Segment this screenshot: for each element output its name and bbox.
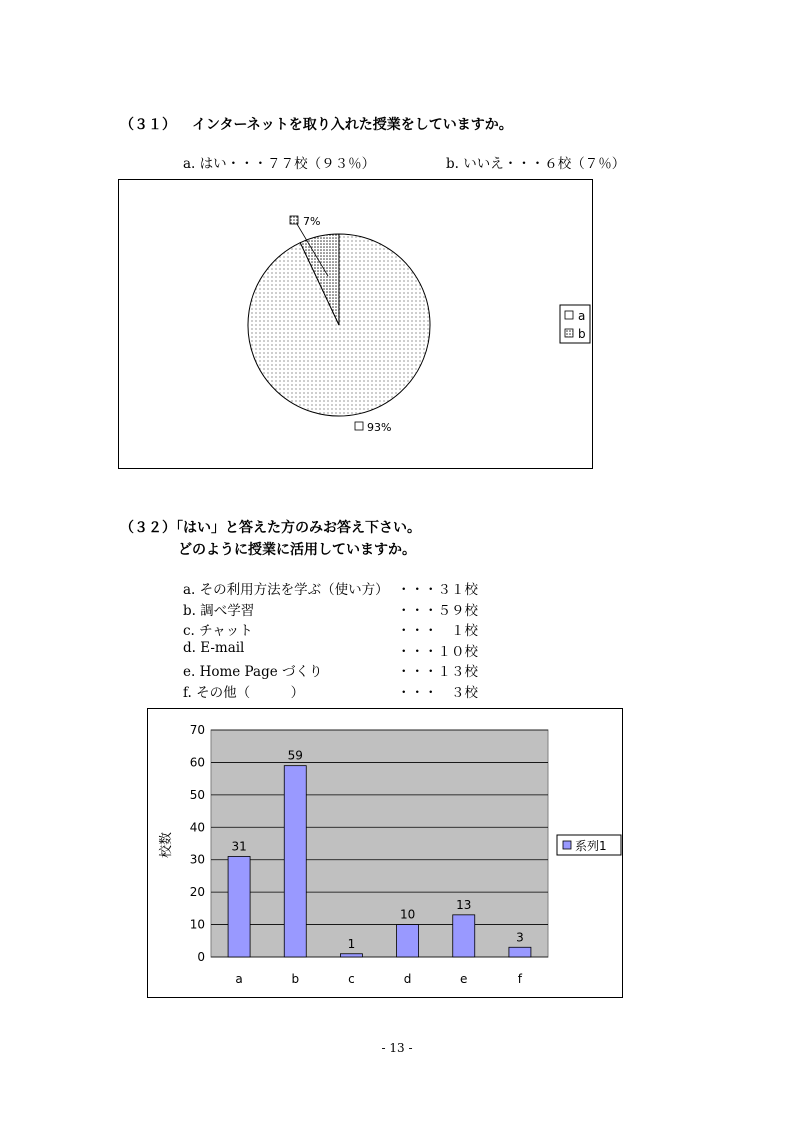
bar-data-label: 31 (231, 839, 247, 854)
q31-answer-b: b. いいえ・・・６校（７％） (446, 156, 626, 172)
q31-answer-a: a. はい・・・７７校（９３％） (183, 156, 376, 172)
bar-x-tick-label: d (403, 972, 412, 986)
q32-item-label: f. その他（ ） (183, 684, 305, 701)
q32-item-label: e. Home Page づくり (183, 664, 323, 680)
q31-number: （３１） (120, 117, 176, 133)
bar-y-tick-label: 0 (197, 950, 205, 964)
bar-a (228, 856, 250, 957)
q32-item-value: ・・・１０校 (397, 643, 478, 660)
bar-chart (148, 709, 622, 997)
bar-data-label: 59 (287, 748, 303, 763)
bar-x-tick-label: c (348, 972, 355, 986)
bar-x-tick-label: f (517, 972, 523, 986)
q32-item-value: ・・・ １校 (397, 623, 478, 639)
bar-y-axis (190, 723, 205, 964)
q31-question: インターネットを取り入れた授業をしていますか。 (192, 117, 513, 133)
q32-item-value: ・・・ ３校 (397, 684, 478, 701)
bar-d (397, 925, 419, 957)
bar-y-tick-label: 30 (189, 852, 205, 867)
bar-x-tick-label: a (235, 972, 243, 986)
bar-c (340, 954, 362, 957)
bar-b (284, 766, 306, 957)
pie-label-a-swatch (355, 422, 363, 430)
page-number: - 13 - (381, 1041, 413, 1055)
bar-data-label: 1 (347, 936, 356, 951)
bar-y-tick-label: 10 (189, 917, 205, 932)
pie-legend (560, 305, 590, 343)
bar-y-tick-label: 50 (189, 787, 205, 802)
pie-chart (119, 180, 592, 468)
pie-legend-label-b: b (578, 327, 586, 341)
bar-x-tick-label: b (291, 972, 300, 986)
pie-label-b: 7% (303, 215, 321, 228)
bar-legend-swatch (563, 841, 571, 849)
q32-item-label: a. その利用方法を学ぶ（使い方） (183, 582, 389, 598)
bar-e (453, 915, 475, 957)
bar-chart-frame (147, 708, 623, 998)
pie-label-b-swatch (290, 216, 298, 224)
q32-item-label: d. E-mail (183, 639, 245, 656)
bar-x-tick-label: e (460, 972, 468, 986)
q32-item-label: b. 調べ学習 (183, 602, 255, 619)
bar-plot-area (211, 730, 548, 957)
bar-x-axis (235, 972, 522, 986)
bar-y-axis-label: 校数 (159, 831, 174, 859)
bar-f (509, 947, 531, 957)
bar-data-label: 3 (516, 930, 524, 945)
pie-chart-frame (118, 179, 593, 469)
bar-y-tick-label: 60 (189, 755, 205, 770)
q32-item-value: ・・・１３校 (397, 664, 478, 680)
q32-title-line2: どのように授業に活用していますか。 (178, 542, 416, 558)
bar-y-tick-label: 20 (189, 885, 205, 900)
bar-y-tick-label: 40 (189, 820, 205, 835)
q32-item-label: c. チャット (183, 623, 253, 639)
q31-title (120, 114, 513, 134)
pie-legend-swatch-b (565, 329, 573, 337)
pie-legend-label-a: a (578, 309, 586, 323)
bar-data-label: 13 (456, 897, 472, 912)
q32-item-value: ・・・３１校 (397, 582, 478, 598)
bar-legend-label: 系列1 (575, 839, 607, 853)
bar-legend (557, 835, 621, 855)
pie-label-a: 93% (367, 421, 392, 434)
bar-data-label: 10 (399, 907, 416, 922)
bar-y-tick-label: 70 (189, 723, 205, 737)
q32-item-value: ・・・５９校 (397, 602, 478, 619)
pie-legend-swatch-a (565, 311, 573, 319)
q32-title-line1: （３２）「はい」と答えた方のみお答え下さい。 (120, 520, 421, 536)
